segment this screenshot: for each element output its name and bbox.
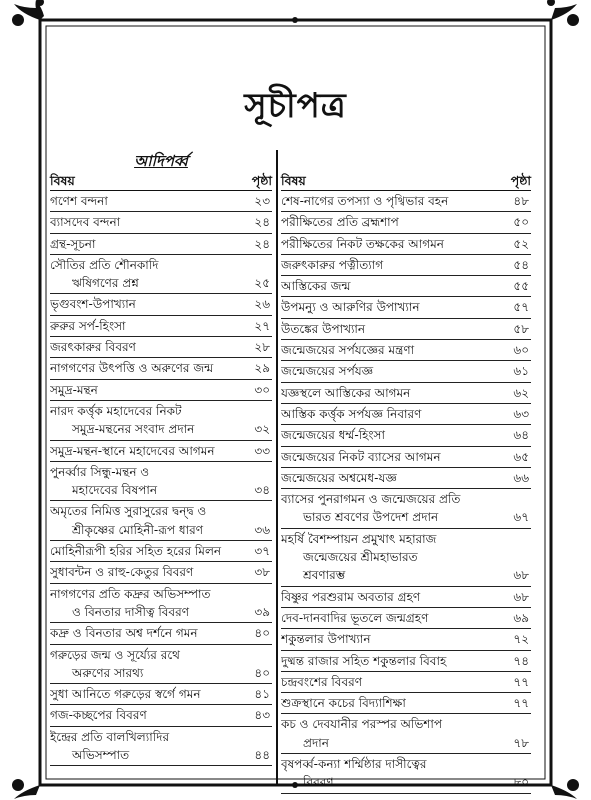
entry-page-number: ২৮ [254, 340, 270, 355]
entry-title: সুধা আনিতে গরুড়ের স্বর্গে গমন [50, 687, 201, 702]
entry-title: বিবরণ [303, 775, 334, 790]
entry-title: অভিসম্পাত [72, 748, 130, 763]
entry-page-number: ৫৪ [513, 257, 529, 272]
toc-entry [50, 501, 272, 541]
entry-page-number: ৪৪ [254, 748, 270, 763]
toc-entry [50, 294, 272, 315]
entry-title: বিষ্ণুর পরশুরাম অবতার গ্রহণ [281, 589, 421, 604]
entry-title: গ্রন্থ-সূচনা [50, 236, 96, 251]
entry-page-number: ৬৮ [513, 589, 529, 604]
entry-title: জন্মেজয়ের অশ্বমেধ-যজ্ঞ [281, 470, 397, 485]
toc-entry [281, 587, 531, 608]
entry-page-number: ৬৪ [513, 428, 529, 443]
entry-page-number: ৭২ [513, 632, 529, 647]
right-column [281, 150, 531, 794]
page-header: পৃষ্ঠা [510, 173, 531, 188]
toc-entry [281, 425, 531, 446]
entry-title: ইন্দ্রের প্রতি বালখিল্যাদির [50, 729, 170, 744]
section-heading-blank [281, 150, 531, 172]
entry-title: ও বিনতার দাসীত্ব বিবরণ [72, 604, 189, 619]
entry-list [281, 191, 531, 794]
entry-title: শেষ-নাগের তপস্যা ও পৃথ্বিভার বহন [281, 194, 449, 208]
entry-title: গজ-কচ্ছপের বিবরণ [50, 708, 147, 723]
entry-page-number: ৫০ [513, 215, 529, 230]
entry-title: নারদ কর্ত্তৃক মহাদেবের নিকট [50, 403, 182, 418]
toc-entry [281, 693, 531, 714]
entry-title: উপমন্যু ও আরুণির উপাখ্যান [281, 300, 420, 315]
entry-title: সুধাবন্টন ও রাহু-কেতুর বিবরণ [50, 565, 194, 580]
toc-entry [50, 316, 272, 337]
entry-title: পুনর্ব্বার সিন্ধু-মন্থন ও [50, 464, 150, 479]
entry-title: আস্তিক কর্ত্তৃক সর্পযজ্ঞ নিবারণ [281, 406, 422, 421]
entry-page-number: ৪৮ [513, 194, 529, 208]
entry-title: জন্মেজয়ের নিকট ব্যাসের আগমন [281, 449, 441, 464]
page-title: সূচীপত্র [244, 86, 347, 126]
entry-page-number: ৬১ [513, 364, 529, 379]
entry-title: চন্দ্রবংশের বিবরণ [281, 674, 363, 689]
entry-title: পরীক্ষিতের প্রতি ব্রহ্মশাপ [281, 215, 399, 230]
entry-title: উতঙ্কের উপাখ্যান [281, 321, 366, 336]
toc-entry [281, 255, 531, 276]
entry-title: মহর্ষি বৈশম্পায়ন প্রমুখাৎ মহারাজ [281, 531, 437, 546]
entry-title: কচ ও দেবযানীর পরস্পর অভিশাপ [281, 717, 443, 732]
entry-page-number: ৫২ [513, 236, 529, 251]
entry-title: প্রদান [303, 735, 329, 750]
toc-entry [50, 191, 272, 212]
entry-title: অমৃতের নিমিত্ত সুরাসুরের দ্বন্দ্ব ও [50, 504, 207, 519]
entry-title: গরুড়ের জন্ম ও সূর্য্যের রথে [50, 647, 180, 662]
entry-page-number: ৭৭ [513, 674, 529, 689]
entry-page-number: ২৭ [254, 318, 270, 333]
toc-entry [281, 340, 531, 361]
entry-title: শ্রীকৃষ্ণের মোহিনী-রূপ ধারণ [72, 522, 203, 537]
entry-title: দুষ্মন্ত রাজার সহিত শকুন্তলার বিবাহ [281, 653, 447, 668]
entry-page-number: ২৪ [254, 215, 270, 230]
entry-page-number: ৮০ [513, 775, 529, 790]
entry-page-number: ৫৭ [513, 300, 529, 315]
entry-page-number: ৬২ [513, 385, 529, 400]
toc-entry [281, 529, 531, 587]
entry-page-number: ৪০ [254, 626, 270, 641]
toc-entry [281, 276, 531, 297]
entry-page-number: ৬৮ [513, 568, 529, 583]
entry-page-number: ৭৭ [513, 696, 529, 711]
toc-entry [281, 447, 531, 468]
entry-page-number: ৬৩ [513, 406, 529, 421]
entry-title: মহাদেবের বিষপান [72, 483, 158, 498]
entry-title: নাগগণের উৎপত্তি ও অরুণের জন্ম [50, 361, 214, 376]
entry-page-number: ৫৫ [513, 279, 529, 294]
entry-page-number: ৬৫ [513, 449, 529, 464]
entry-page-number: ৬৬ [513, 470, 529, 485]
entry-page-number: ৩০ [254, 382, 270, 397]
entry-title: জন্মেজয়ের সর্পযজ্ঞের মন্ত্রণা [281, 343, 415, 358]
entry-title: জরুৎকারুর পত্নীত্যাগ [281, 257, 384, 272]
toc-entry [281, 714, 531, 754]
toc-entry [281, 212, 531, 233]
entry-title: সমুদ্র-মন্থন [50, 382, 98, 397]
toc-entry [281, 754, 531, 794]
toc-entry [50, 337, 272, 358]
toc-entry [50, 645, 272, 685]
toc-entry [281, 383, 531, 404]
entry-page-number: ৬০ [513, 343, 529, 358]
entry-page-number: ৬৭ [513, 510, 529, 525]
entry-page-number: ৩৩ [254, 443, 270, 458]
entry-title: জন্মেজয়ের ধর্ম্ম-হিংসা [281, 428, 385, 443]
toc-entry [50, 212, 272, 233]
entry-page-number: ৪০ [254, 665, 270, 680]
entry-title: জন্মেজয়ের শ্রীমহাভারত [303, 550, 418, 565]
toc-entry [50, 705, 272, 726]
entry-title: অরুণের সারথ্য [72, 665, 144, 680]
entry-title: ভারত শ্রবণের উপদেশ প্রদান [303, 510, 439, 525]
toc-entry [281, 234, 531, 255]
section-heading: আদিপর্ব্ব [134, 152, 188, 170]
toc-entry [281, 672, 531, 693]
column-header [281, 172, 531, 191]
toc-entry [50, 623, 272, 644]
toc-entry [50, 684, 272, 705]
subject-header: বিষয় [50, 173, 75, 188]
entry-page-number: ৩৬ [254, 522, 270, 537]
toc-entry [50, 401, 272, 441]
toc-entry [281, 319, 531, 340]
entry-page-number: ৩৭ [254, 544, 270, 559]
entry-title: রুরুর সর্প-হিংসা [50, 318, 126, 333]
entry-title: আস্তিকের জন্ম [281, 279, 351, 294]
entry-title: ব্যাসদেব বন্দনা [50, 215, 121, 230]
left-column [50, 150, 272, 766]
toc-entry [50, 380, 272, 401]
entry-page-number: ৩২ [254, 422, 270, 437]
toc-entry [281, 651, 531, 672]
toc-entry [281, 191, 531, 212]
entry-page-number: ৬৯ [513, 610, 529, 625]
entry-title: শকুন্তলার উপাখ্যান [281, 632, 371, 647]
entry-page-number: ২৬ [254, 297, 270, 312]
entry-page-number: ৩৪ [254, 483, 270, 498]
subject-header: বিষয় [281, 173, 306, 188]
toc-entry [50, 358, 272, 379]
entry-title: ব্যাসের পুনরাগমন ও জন্মেজয়ের প্রতি [281, 492, 461, 507]
entry-page-number: ২৯ [254, 361, 270, 376]
toc-entry [50, 234, 272, 255]
entry-title: পরীক্ষিতের নিকট তক্ষকের আগমন [281, 236, 444, 251]
column-header [50, 172, 272, 191]
entry-page-number: ৭৪ [513, 653, 529, 668]
entry-page-number: ৪১ [254, 687, 270, 702]
entry-title: গণেশ বন্দনা [50, 194, 108, 208]
entry-title: কদ্রু ও বিনতার অশ্ব দর্শনে গমন [50, 626, 198, 641]
toc-entry [50, 441, 272, 462]
entry-title: ভৃগুবংশ-উপাখ্যান [50, 297, 136, 312]
entry-page-number: ২৫ [254, 276, 270, 291]
entry-title: মোহিনীরূপী হরির সহিত হরের মিলন [50, 544, 222, 559]
toc-entry [50, 541, 272, 562]
entry-page-number: ৫৮ [513, 321, 529, 336]
toc-entry [281, 404, 531, 425]
entry-title: বৃষপর্ব্ব-কন্যা শর্ম্মিষ্ঠার দাসীত্বের [281, 757, 427, 772]
page-header: পৃষ্ঠা [251, 173, 272, 188]
entry-list [50, 191, 272, 766]
entry-page-number: ২৪ [254, 236, 270, 251]
toc-entry [281, 629, 531, 650]
entry-title: জরৎকারুর বিবরণ [50, 340, 136, 355]
toc-entry [281, 489, 531, 529]
entry-title: সমুদ্র-মন্থনের সংবাদ প্রদান [72, 422, 195, 437]
toc-entry [50, 255, 272, 295]
entry-title: নাগগণের প্রতি কদ্রুর অভিসম্পাত [50, 586, 211, 601]
toc-entry [50, 584, 272, 624]
toc-entry [50, 462, 272, 502]
toc-entry [50, 727, 272, 767]
entry-title: জন্মেজয়ের সর্পযজ্ঞ [281, 364, 374, 379]
entry-title: যজ্ঞস্থলে আস্তিকের আগমন [281, 385, 411, 400]
entry-title: সমুদ্র-মন্থন-স্থানে মহাদেবের আগমন [50, 443, 215, 458]
entry-page-number: ৪৩ [254, 708, 270, 723]
entry-title: শুক্রস্থানে কচের বিদ্যাশিক্ষা [281, 696, 406, 711]
toc-entry [281, 297, 531, 318]
entry-title: ঋষিগণের প্রশ্ন [72, 276, 139, 291]
entry-title: শ্রবণারম্ভ [303, 568, 346, 583]
toc-entry [281, 468, 531, 489]
entry-page-number: ৭৮ [513, 735, 529, 750]
entry-title: দেব-দানবাদির ভূতলে জন্মগ্রহণ [281, 610, 429, 625]
toc-entry [281, 361, 531, 382]
column-divider [276, 150, 278, 784]
entry-page-number: ২৩ [254, 194, 270, 208]
entry-page-number: ৩৯ [254, 604, 270, 619]
entry-title: সৌতির প্রতি শৌনকাদি [50, 257, 159, 272]
entry-page-number: ৩৮ [254, 565, 270, 580]
toc-entry [281, 608, 531, 629]
toc-entry [50, 562, 272, 583]
